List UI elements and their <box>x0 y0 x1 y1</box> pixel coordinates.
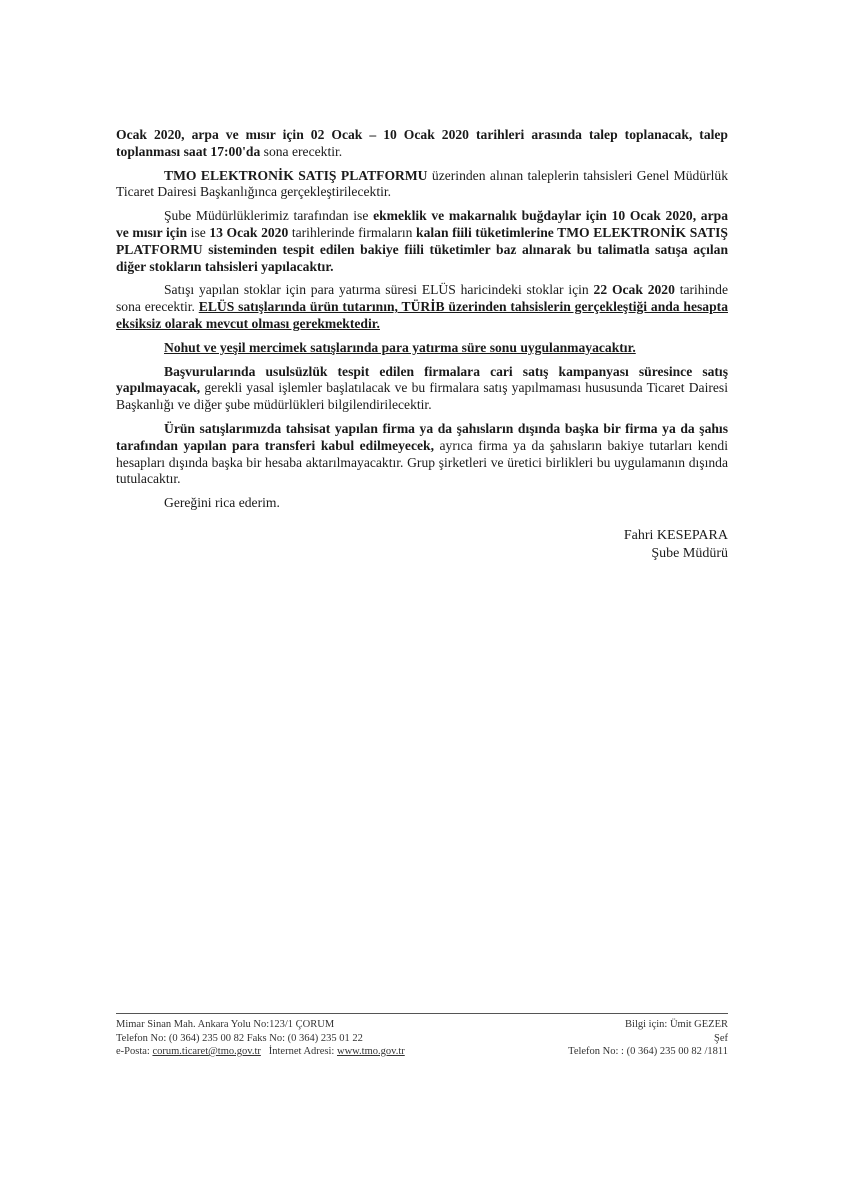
p1-rest: sona erecektir. <box>260 143 343 159</box>
paragraph-6 <box>116 364 728 414</box>
p7-bold: Ürün satışlarımızda tahsisat yapılan firma ya da şahısların dışında başka bir firma ya da şahıs tarafından yapılan para transferi kabul edilmeyecek, <box>116 420 728 453</box>
p3-c: ise <box>187 224 210 240</box>
web-link[interactable]: www.tmo.gov.tr <box>336 1046 405 1057</box>
p2-rest: üzerinden alınan taleplerin tahsisleri Genel Müdürlük Ticaret Dairesi Başkanlığınca gerçekleştirilecektir. <box>116 167 729 200</box>
p7-rest: ayrıca firma ya da şahısların bakiye tutarları kendi hesapları dışında başka bir hesaba aktarılmayacaktır. Grup şirketleri ve üretici birlikleri bu uygulamanın dışında tutulacaktır. <box>116 437 729 487</box>
p5-text: Nohut ve yeşil mercimek satışlarında para yatırma süre sonu uygulanmayacaktır. <box>164 339 636 355</box>
p6-rest: gerekli yasal işlemler başlatılacak ve bu firmalara satış yapılmaması hususunda Ticaret Dairesi Başkanlığı ve diğer şube müdürlükleri bilgilendirilecektir. <box>116 380 728 413</box>
footer-contact <box>116 1018 405 1059</box>
signer-title: Şube Müdürü <box>651 546 728 561</box>
paragraph-4 <box>116 282 728 332</box>
p6-bold: Başvurularında usulsüzlük tespit edilen firmalara cari satış kampanyası süresince satış yapılmayacak, <box>116 363 728 396</box>
p3-e: tarihlerinde firmaların <box>288 224 417 240</box>
paragraph-2 <box>116 168 728 202</box>
footer-phone-fax: Telefon No: (0 364) 235 00 82 Faks No: (0 364) 235 01 22 <box>116 1032 363 1044</box>
paragraph-8 <box>116 495 728 512</box>
p4-b: 22 Ocak 2020 <box>593 282 675 298</box>
footer-info <box>568 1018 728 1059</box>
info-title: Şef <box>714 1032 728 1044</box>
paragraph-5 <box>116 340 728 357</box>
p3-b: ekmeklik ve makarnalık buğdaylar için 10 Ocak 2020, arpa ve mısır için <box>116 208 728 240</box>
email-label: e-Posta: <box>116 1046 153 1057</box>
footer-divider <box>116 1013 728 1014</box>
p4-d: ELÜS satışlarında ürün tutarının, TÜRİB üzerinden tahsislerin gerçekleştiği anda hesapta eksiksiz olarak mevcut olması gerekmektedir. <box>116 299 728 331</box>
p3-f: kalan fiili tüketimlerine TMO ELEKTRONİK SATIŞ PLATFORMU sisteminden tespit edilen bakiye fiili tüketimler baz alınarak bu talimatla satışa açılan diğer stokların tahsisleri yapılacaktır. <box>116 224 728 274</box>
signature-block <box>624 527 728 563</box>
paragraph-7 <box>116 421 728 488</box>
p3-d: 13 Ocak 2020 <box>209 224 289 240</box>
letter-body <box>116 127 728 519</box>
signer-name: Fahri KESEPARA <box>623 528 728 543</box>
paragraph-3 <box>116 208 728 275</box>
p8-text: Gereğini rica ederim. <box>164 495 280 511</box>
info-contact: Bilgi için: Ümit GEZER <box>625 1019 728 1030</box>
footer-address: Mimar Sinan Mah. Ankara Yolu No:123/1 ÇORUM <box>116 1019 335 1030</box>
web-label: İnternet Adresi: <box>268 1046 337 1057</box>
p1-bold: Ocak 2020, arpa ve mısır için 02 Ocak – 10 Ocak 2020 tarihleri arasında talep toplanacak, talep toplanması saat 17:00'da <box>116 127 728 159</box>
p4-a: Satışı yapılan stoklar için para yatırma süresi ELÜS haricindeki stoklar için <box>164 282 594 298</box>
p3-a: Şube Müdürlüklerimiz tarafından ise <box>164 208 374 224</box>
email-link[interactable]: corum.ticaret@tmo.gov.tr <box>152 1046 261 1057</box>
footer-web-line <box>116 1045 405 1059</box>
info-phone: Telefon No: : (0 364) 235 00 82 /1811 <box>568 1046 728 1057</box>
p2-bold: TMO ELEKTRONİK SATIŞ PLATFORMU <box>164 167 428 183</box>
paragraph-1 <box>116 127 728 161</box>
p4-c: tarihinde sona erecektir. <box>116 282 729 315</box>
